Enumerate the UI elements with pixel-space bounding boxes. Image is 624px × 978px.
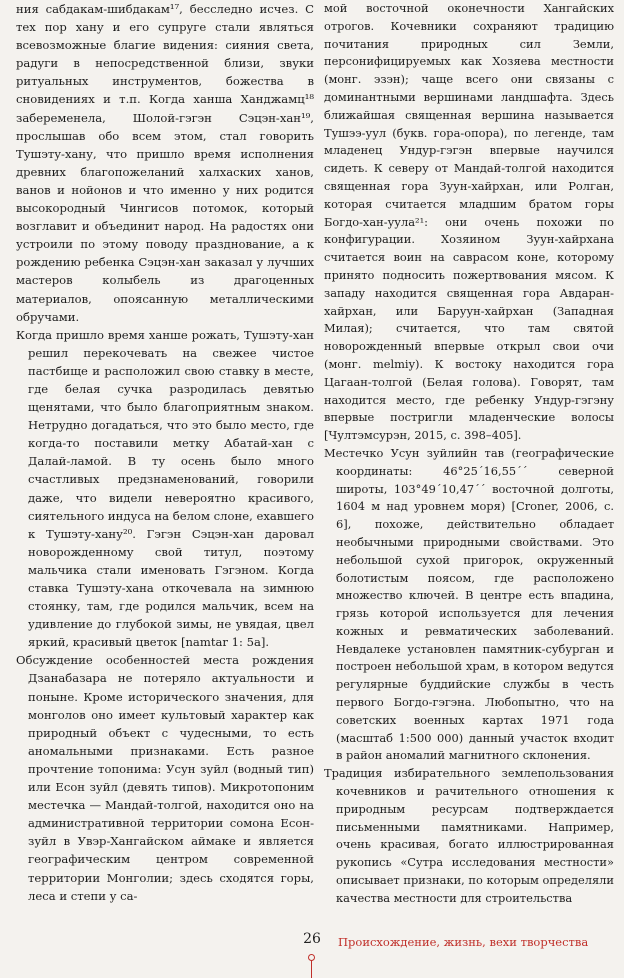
- left-paragraph-2: Когда пришло время ханше рожать, Тушэту-хан решил перекочевать на свежее чистое пастбище и расположил свою ставку в месте, где белая сучка разродилась девятью щенятами, что было благоприятным знаком. Нетрудно догадаться, что это было место, где когда-то поставили метку Абатай-хан с Далай-ламой. В ту осень было много счастливых предзнаменований, говорили даже, что видели невероятно красивого, сиятельного индуса на белом слоне, ехавшего к Тушэту-хану²⁰. Гэгэн Сэцэн-хан даровал новорожденному свой титул, поэтому мальчика стали именовать Гэгэном. Когда ставка Тушэту-хана откочевала на зимнюю стоянку, там, где родился мальчик, всем на удивление до глубокой зимы, не увядая, цвел яркий, красивый цветок [namtar 1: 5a].: [16, 327, 314, 650]
- right-paragraph-1: мой восточной оконечности Хангайских отрогов. Кочевники сохраняют традицию почитания природных сил Земли, персонифицируемых как Хозяева местности (монг. эзэн); чаще всего они связаны с доминантными вершинами ландшафта. Здесь ближайшая священная вершина называется Тушээ-уул (букв. гора-опора), по легенде, там младенец Ундур-гэгэн впервые научился сидеть. К северу от Мандай-толгой находится священная гора Зуун-хайрхан, или Ролган, которая считается младшим братом горы Богдо-хан-уула²¹: они очень похожи по конфигурации. Хозяином Зуун-хайрхана считается воин на саврасом коне, которому принято подносить пожертвования мясом. К западу находится священная гора Авдаран-хайрхан, или Баруун-хайрхан (Западная Милая); считается, что там святой новорожденный впервые открыл свои очи (монг. melmiy). К востоку находится гора Цагаан-толгой (Белая голова). Говорят, там находится место, где ребенку Ундур-гэгэну впервые постригли младенческие волосы [Чултэмсурэн, 2015, с. 398–405].: [324, 1, 614, 443]
- page-number: 26: [303, 931, 321, 947]
- right-paragraph-3: Традиция избирательного землепользования кочевников и рачительного отношения к природным ресурсам подтверждается письменными памятниками. Например, очень красивая, богато иллюстрированная рукопись «Сутра исследования местности» описывает признаки, по которым определяли качества местности для строительства: [324, 766, 614, 905]
- left-column: [16, 0, 314, 905]
- running-title: Происхождение, жизнь, вехи творчества: [338, 935, 589, 949]
- right-column: [324, 0, 614, 908]
- left-paragraph-1: ния сабдакам-шибдакам¹⁷, бесследно исчез. С тех пор хану и его супруге стали являться всевозможные благие видения: сияния света, радуги в непосредственной близи, звуки ритуальных инструментов, божества в сновидениях и т.п. Когда ханша Ханджамц¹⁸ забеременела, Шолой-гэгэн Сэцэн-хан¹⁹, прослышав обо всем этом, стал говорить Тушэту-хану, что пришло время исполнения древних благопожеланий халхаских ханов, ванов и нойонов и что именно у них родится высокородный Чингисов потомок, который возглавит и объединит народ. На радостях они устроили по этому поводу празднование, а к рождению ребенка Сэцэн-хан заказал у лучших мастеров колыбель из драгоценных материалов, опоясанную металлическими обручами.: [16, 2, 314, 324]
- page-footer: [0, 922, 624, 978]
- left-paragraph-3: Обсуждение особенностей места рождения Дзанабазара не потеряло актуальности и поныне. Кроме исторического значения, для монголов оно имеет культовый характер как природный объект с чудесными, то есть аномальными признаками. Есть разное прочтение топонима: Усун зуйл (водный тип) или Есон зуйл (девять типов). Микротопоним местечка — Мандай-толгой, находится оно на административной территории сомона Есон-зуйл в Увэр-Хангайском аймаке и является географическим центром современной территории Монголии; здесь сходятся горы, леса и степи у са-: [16, 653, 314, 903]
- right-paragraph-2: Местечко Усун зуйлийн тав (географические координаты: 46°25´16,55´´ северной широты, 103°49´10,47´´ восточной долготы, 1604 м над уровнем моря) [Croner, 2006, с. 6], похоже, действительно обладает необычными природными свойствами. Это небольшой сухой пригорок, окруженный болотистым поясом, где расположено множество ключей. В центре есть впадина, грязь которой используется для лечения кожных и ревматических заболеваний. Невдалеке установлен памятник-субурган и построен небольшой храм, в котором ведутся регулярные буддийские службы в честь первого Богдо-гэгэна. Любопытно, что на советских военных картах 1971 года (масштаб 1:500 000) данный участок входит в район аномалий магнитного склонения.: [324, 445, 614, 763]
- page-marker-rule: [311, 960, 312, 978]
